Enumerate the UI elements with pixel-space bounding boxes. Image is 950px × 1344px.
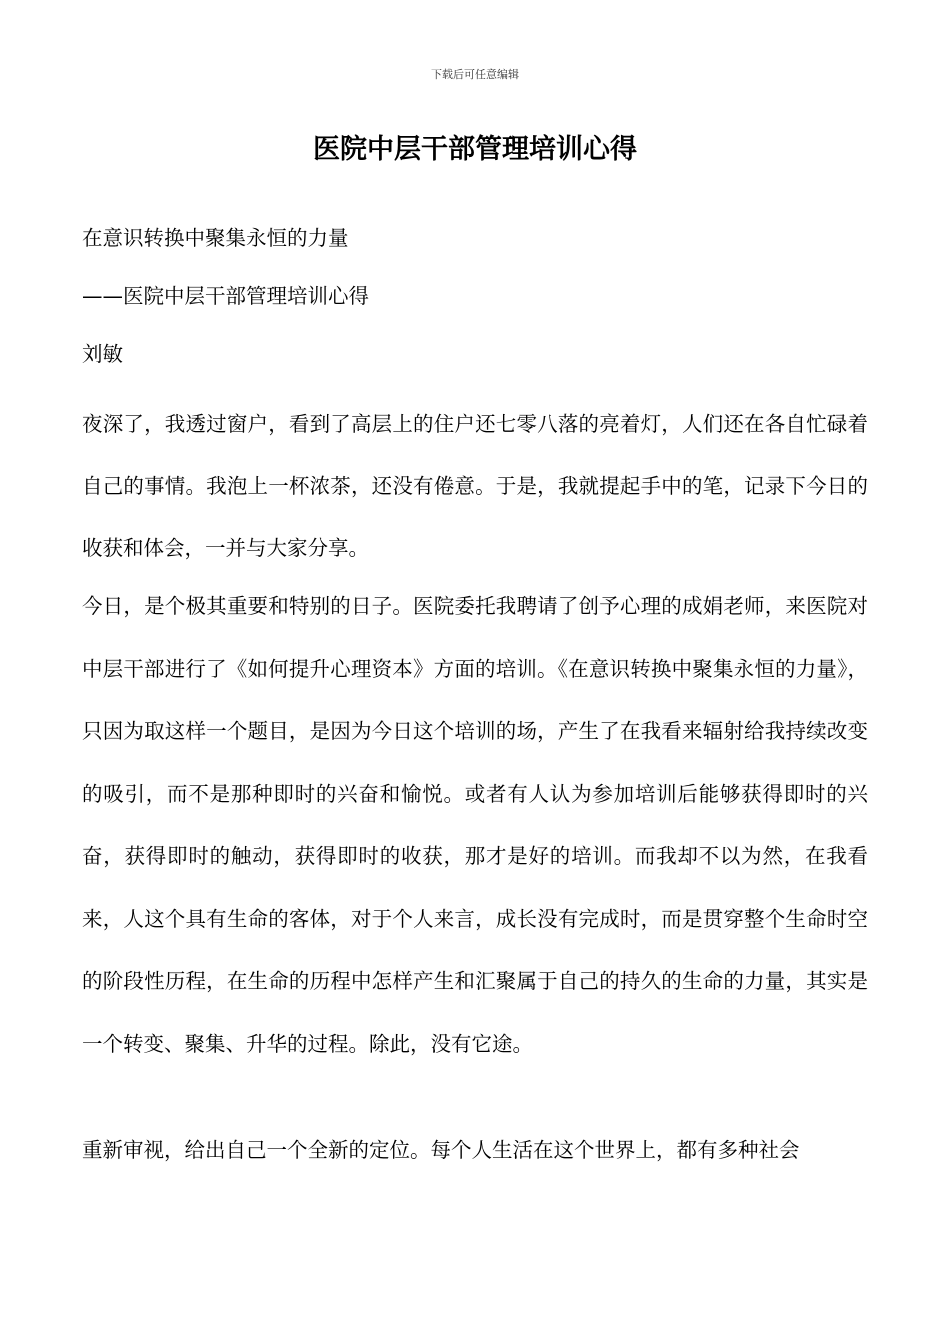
- document-subtitle-secondary: ——医院中层干部管理培训心得: [82, 284, 369, 308]
- document-subtitle: 在意识转换中聚集永恒的力量: [82, 226, 349, 250]
- page-header-note: 下载后可任意编辑: [431, 68, 519, 81]
- paragraph-1: 夜深了，我透过窗户，看到了高层上的住户还七零八落的亮着灯，人们还在各自忙碌着自己的事情。我泡上一杯浓茶，还没有倦意。于是，我就提起手中的笔，记录下今日的收获和体会，一并与大家分享。: [82, 412, 868, 560]
- document-title: 医院中层干部管理培训心得: [313, 134, 637, 165]
- paragraph-3: 重新审视，给出自己一个全新的定位。每个人生活在这个世界上，都有多种社会: [82, 1138, 800, 1162]
- author-name: 刘敏: [82, 342, 123, 366]
- paragraph-2: 今日，是个极其重要和特别的日子。医院委托我聘请了创予心理的成娟老师，来医院对中层干部进行了《如何提升心理资本》方面的培训。《在意识转换中聚集永恒的力量》，只因为取这样一个题目，是因为今日这个培训的场，产生了在我看来辐射给我持续改变的吸引，而不是那种即时的兴奋和愉悦。或者有人认为参加培训后能够获得即时的兴奋，获得即时的触动，获得即时的收获，那才是好的培训。而我却不以为然，在我看来，人这个具有生命的客体，对于个人来言，成长没有完成时，而是贯穿整个生命时空的阶段性历程，在生命的历程中怎样产生和汇聚属于自己的持久的生命的力量，其实是一个转变、聚集、升华的过程。除此，没有它途。: [82, 594, 868, 1056]
